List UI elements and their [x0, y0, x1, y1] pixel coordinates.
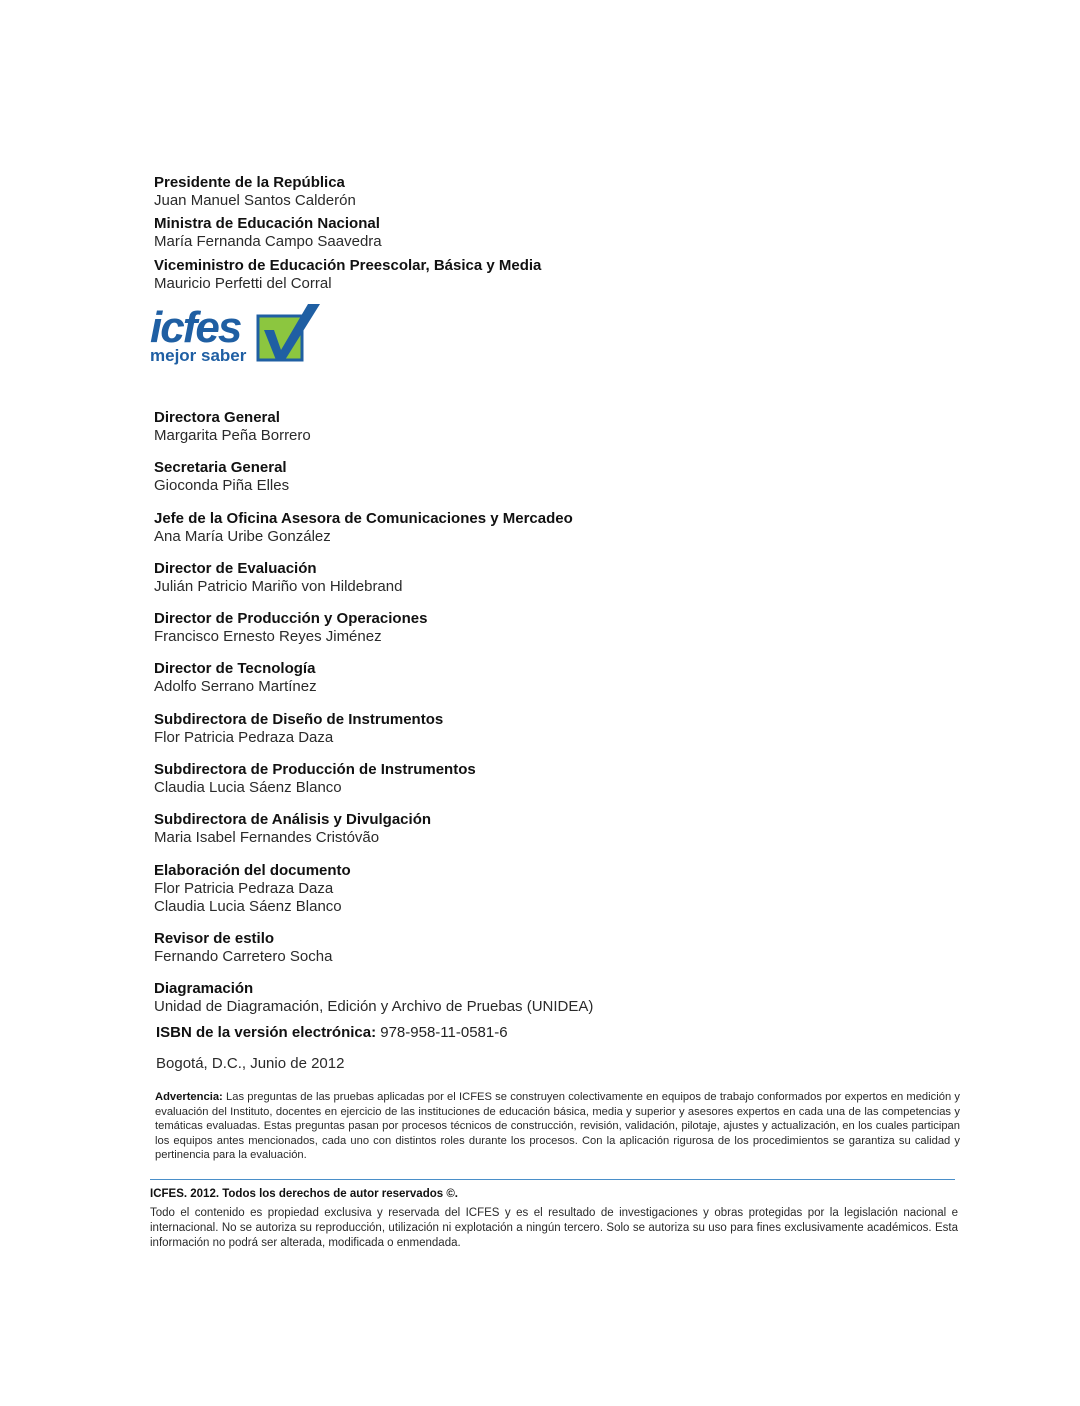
credit-instrument-production-subdirector — [154, 761, 954, 797]
role-name: Adolfo Serrano Martínez — [154, 678, 317, 695]
role-title: Presidente de la República — [154, 174, 345, 191]
role-title: Diagramación — [154, 980, 254, 997]
role-name: Ana María Uribe González — [154, 528, 331, 545]
credit-document-authors — [154, 862, 954, 916]
role-name: Claudia Lucia Sáenz Blanco — [154, 898, 342, 915]
icfes-logo-graphic — [148, 300, 323, 366]
credit-president — [154, 174, 954, 210]
isbn-value: 978-958-11-0581-6 — [380, 1024, 508, 1041]
role-name: Juan Manuel Santos Calderón — [154, 192, 356, 209]
role-name: Maria Isabel Fernandes Cristóvão — [154, 829, 380, 846]
role-name: Julián Patricio Mariño von Hildebrand — [154, 578, 403, 595]
credit-secretary-general — [154, 459, 954, 495]
role-title: Subdirectora de Análisis y Divulgación — [154, 811, 432, 828]
credit-layout — [154, 980, 954, 1016]
role-title: Viceministro de Educación Preescolar, Básica y Media — [154, 257, 542, 274]
role-title: Director de Evaluación — [154, 560, 317, 577]
role-title: Director de Producción y Operaciones — [154, 610, 428, 627]
publication-date: Bogotá, D.C., Junio de 2012 — [156, 1055, 345, 1072]
credit-director-general — [154, 409, 954, 445]
credit-communications-head — [154, 510, 954, 546]
icfes-logo — [148, 300, 323, 366]
role-name: Francisco Ernesto Reyes Jiménez — [154, 628, 382, 645]
credit-technology-director — [154, 660, 954, 696]
credit-analysis-subdirector — [154, 811, 954, 847]
credit-minister — [154, 215, 954, 251]
role-title: Director de Tecnología — [154, 660, 316, 677]
role-title: Jefe de la Oficina Asesora de Comunicaciones y Mercadeo — [154, 510, 573, 527]
credit-design-subdirector — [154, 711, 954, 747]
role-title: Subdirectora de Producción de Instrumentos — [154, 761, 476, 778]
divider — [150, 1179, 955, 1180]
role-name: Flor Patricia Pedraza Daza — [154, 729, 334, 746]
role-name: María Fernanda Campo Saavedra — [154, 233, 382, 250]
role-name: Gioconda Piña Elles — [154, 477, 290, 494]
role-name: Unidad de Diagramación, Edición y Archivo de Pruebas (UNIDEA) — [154, 998, 594, 1015]
role-name: Mauricio Perfetti del Corral — [154, 275, 332, 292]
copyright-text: Todo el contenido es propiedad exclusiva y reservada del ICFES y es el resultado de investigaciones y obras protegidas por la legislación nacional e internacional. No se autoriza su reproducción, utilización ni explotación a ningún tercero. Solo se autoriza su uso para fines exclusivamente académicos. Esta información no podrá ser alterada, modificada o enmendada. — [150, 1207, 958, 1250]
logo-tagline: mejor saber — [150, 346, 247, 365]
role-title: Subdirectora de Diseño de Instrumentos — [154, 711, 444, 728]
role-name: Fernando Carretero Socha — [154, 948, 333, 965]
role-name: Margarita Peña Borrero — [154, 427, 311, 444]
role-title: Directora General — [154, 409, 280, 426]
isbn-line — [156, 1024, 508, 1042]
role-title: Ministra de Educación Nacional — [154, 215, 380, 232]
copyright-title: ICFES. 2012. Todos los derechos de autor reservados ©. — [150, 1188, 459, 1200]
role-name: Flor Patricia Pedraza Daza — [154, 880, 334, 897]
warning-label: Advertencia: — [155, 1091, 223, 1103]
credit-production-director — [154, 610, 954, 646]
isbn-label: ISBN de la versión electrónica: — [156, 1024, 377, 1041]
credit-viceminister — [154, 257, 954, 293]
role-name: Claudia Lucia Sáenz Blanco — [154, 779, 342, 796]
credit-style-reviewer — [154, 930, 954, 966]
warning-paragraph — [155, 1090, 960, 1163]
credit-evaluation-director — [154, 560, 954, 596]
warning-text: Las preguntas de las pruebas aplicadas por el ICFES se construyen colectivamente en equipos de trabajo conformados por expertos en medición y evaluación del Instituto, docentes en ejercicio de las instituciones de educación básica, media y superior y asesores expertos en cada una de las competencias y temáticas evaluadas. Estas preguntas pasan por procesos técnicos de construcción, revisión, validación, pilotaje, ajustes y actualización, en los cuales participan los equipos antes mencionados, cada uno con distintos roles durante los procesos. Con la aplicación rigurosa de los procedimientos se garantiza su calidad y pertinencia para la evaluación. — [155, 1091, 960, 1162]
role-title: Elaboración del documento — [154, 862, 351, 879]
logo-wordmark: icfes — [150, 303, 241, 352]
role-title: Secretaria General — [154, 459, 287, 476]
role-title: Revisor de estilo — [154, 930, 275, 947]
